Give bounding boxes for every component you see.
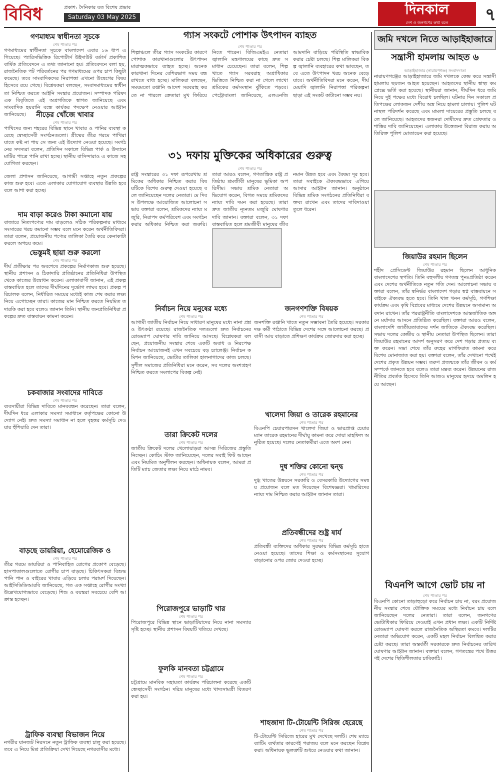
article-body: নারায়ণগঞ্জের আড়াইহাজারে জমি দখলকে কেন্দ্র করে সন্ত্রাসী হামলায় ছয়জন আহত হয়েছেন। আহতদের স্থানীয় স্বাস্থ্য কমপ্লেক্সে ভর্তি করা হয়েছে। স্থানীয়রা জানান, দীর্ঘদিন ধরে জমি নিয়ে দুই পক্ষের মধ্যে বিরোধ চলছিল। ঘটনার দিন সকালে প্রতিপক্ষের লোকজন দেশীয় অস্ত্র নিয়ে হামলা চালায়। পুলিশ ঘটনাস্থল পরিদর্শন করেছে এবং মামলা দায়েরের প্রস্তুতি চলছে বলে জানিয়েছে। আহতদের স্বজনরা দোষীদের দ্রুত গ্রেফতার ও শাস্তির দাবি জানিয়েছেন। এলাকায় উত্তেজনা বিরাজ করায় অতিরিক্ত পুলিশ মোতায়েন করা হয়েছে। <box>374 74 496 137</box>
article-headline: জিয়াউর রহমান ছিলেন <box>402 253 468 261</box>
article <box>131 664 251 772</box>
article-dateline: শেষ পাতার পর <box>423 262 447 267</box>
article <box>4 174 126 208</box>
article-body: জাতীয় ক্রিকেট দলের খেলোয়াড়রা আসন্ন সিরিজের প্রস্তুতি নিচ্ছেন। কোচিং স্টাফ জানিয়েছেন, দলের সবাই ফিট আছেন এবং নিয়মিত অনুশীলন করছেন। অধিনায়ক বলেন, আমরা প্রতিটি ম্যাচ জেতার লক্ষ্য নিয়ে মাঠে নামব। <box>131 446 251 474</box>
article-body: জনশক্তি রপ্তানি খাতে নতুন সম্ভাবনা তৈরি হয়েছে। সরকার দক্ষ কর্মী পাঠাতে বিভিন্ন দেশের সঙ্গে আলোচনা করছে। প্রবাসী আয় বাড়াতে প্রশিক্ষণ কার্যক্রম জোরদার করা হচ্ছে। <box>254 320 369 341</box>
article-dateline: শেষ পাতার পর <box>179 614 203 619</box>
article <box>4 210 126 246</box>
article-headline: প্রতিবন্ধীদের শুষ্ট্র ষার্য <box>281 529 342 537</box>
article <box>254 528 369 598</box>
article-dateline: শেষ পাতার পর <box>299 420 324 425</box>
article-dateline: শেষ পাতার পর <box>179 314 203 319</box>
article-body: প্রতিবন্ধী ব্যক্তিদের অধিকার সুরক্ষায় বিভিন্ন কর্মসূচি হাতে নেওয়া হয়েছে। তাদের শিক্ষা ও কর্মসংস্থানের সুযোগ বাড়ানোর ওপর জোর দেওয়া হচ্ছে। <box>254 544 369 565</box>
article-headline: তারা ক্রিকেট দলের <box>164 431 218 439</box>
article-headline-secondary: সন্ত্রাসী হামলায় আহত ৬ <box>391 53 479 63</box>
article-headline-block <box>374 52 496 66</box>
article-headline: দাম বাড়া করেও টাকা কমানো যায় <box>17 211 113 219</box>
article <box>4 248 126 348</box>
article <box>4 730 126 774</box>
article-body: চট্টগ্রামে মানবিক সহায়তা কার্যক্রম পরিচালনা করেছে একটি স্বেচ্ছাসেবী সংগঠন। দরিদ্র মানুষের মধ্যে খাদ্যসামগ্রী বিতরণ করা হয়। <box>131 680 251 701</box>
article-headline: খালেদা জিয়া ও তারেক রহমানের <box>265 411 358 419</box>
logo-text: দিনকাল <box>404 2 449 18</box>
article-body: শিল্পাঞ্চলে তীব্র গ্যাস সংকটের কারণে পোশাক কারখানাগুলোর উৎপাদন মারাত্মকভাবে ব্যাহত হচ্ছে। অনেক কারখানা দিনের বেশিরভাগ সময় বন্ধ রাখতে বাধ্য হচ্ছে। মালিকরা বলছেন, সময়মতো রপ্তানি আদেশ সরবরাহ করতে না পারলে ক্রেতারা মুখ ফিরিয়ে নিতে পারেন। বিজিএমইএ নেতারা জ্বালানি মন্ত্রণালয়ের কাছে দ্রুত সমাধান চেয়েছেন। তারা বলেন, শিল্প খাতে গ্যাস সরবরাহ অগ্রাধিকার ভিত্তিতে নিশ্চিত করা না গেলে লাখো শ্রমিকের কর্মসংস্থান ঝুঁকিতে পড়বে। পেট্রোবাংলা জানিয়েছে, এলএনজি আমদানি বাড়িয়ে পরিস্থিতি স্বাভাবিক করার চেষ্টা চলছে। শিল্প মালিকরা বিকল্প জ্বালানি ব্যবহারের কথা ভাবছেন, তবে এতে উৎপাদন খরচ অনেক বেড়ে যাবে। অর্থনীতিবিদরা মনে করেন, দীর্ঘমেয়াদি জ্বালানি নিরাপত্তা পরিকল্পনা ছাড়া এই সংকট কাটানো সম্ভব নয়। <box>131 50 369 99</box>
article-headline: শাহজাদা টি-টোয়েন্টি সিরিজ হেরেছে <box>260 719 363 727</box>
article <box>131 44 369 144</box>
column-divider <box>371 32 372 772</box>
article-body: তীব্র গরমে ডায়রিয়া ও পানিবাহিত রোগের প্রকোপ বেড়েছে। হাসপাতালগুলোতে রোগীর চাপ বাড়ছে। চিকিৎসকরা বিশুদ্ধ পানি পান ও বাইরের খাবার এড়িয়ে চলার পরামর্শ দিয়েছেন। আইসিডিডিআরবি জানিয়েছে, গত এক সপ্তাহে রোগীর সংখ্যা উল্লেখযোগ্যভাবে বেড়েছে। শিশু ও বয়স্করা সবচেয়ে বেশি আক্রান্ত হচ্ছেন। <box>4 562 126 604</box>
article-headline: বাড়ছে ডায়রিয়া, হেমোরেজিক ও <box>19 547 111 555</box>
article-dateline: শেষ পাতার পর <box>423 593 447 598</box>
article-body: গণমাধ্যমের স্বাধীনতা সূচকে বাংলাদেশ এবার ১৬ ধাপ এগিয়েছে। প্যারিসভিত্তিক রিপোর্টার্স উইদাউট বর্ডার্স প্রকাশিত বার্ষিক প্রতিবেদনে এ তথ্য জানানো হয়। প্রতিবেদনে বলা হয়, রাজনৈতিক পট পরিবর্তনের পর গণমাধ্যমের ওপর চাপ কিছুটা কমেছে। তবে সাংবাদিকদের নিরাপত্তা এখনো উদ্বেগের বিষয় হিসেবে রয়ে গেছে। বিশ্লেষকরা বলছেন, সংবাদমাধ্যমের স্বাধীনতা নিশ্চিত করতে আইনি সংস্কার প্রয়োজন। সম্পাদক পরিষদ এক বিবৃতিতে এই অগ্রগতিকে স্বাগত জানিয়েছে এবং সাংবাদিক হয়রানি বন্ধে কার্যকর পদক্ষেপ নেওয়ার আহ্বান জানিয়েছে। <box>4 48 126 118</box>
article-body: রাষ্ট্র সংস্কারের ৩১ দফা রূপরেখায় শ্রমিকের অধিকার নিশ্চিত করার বিষয়টিকে বিশেষ গুরুত্ব দেওয়া হয়েছে বলে জানিয়েছেন দলের নেতারা। মে দিবস উপলক্ষে আয়োজিত আলোচনা সভায় বক্তারা বলেন, শ্রমিকদের ন্যায্য মজুরি, নিরাপদ কর্মপরিবেশ এবং সংগঠন করার অধিকার নিশ্চিত করা জরুরি। তারা আরও বলেন, গণতান্ত্রিক রাষ্ট্র প্রতিষ্ঠায় শ্রমজীবী মানুষের ভূমিকা অপরিসীম। সভায় শ্রমিক নেতারা অভিযোগ করেন, বিগত সময়ে শ্রমিকদের ন্যায্য দাবি দমন করা হয়েছে। তারা দ্রুত জাতীয় ন্যূনতম মজুরি ঘোষণার দাবি জানান। বক্তারা বলেন, ৩১ দফা বাস্তবায়িত হলে শ্রমজীবী মানুষের জীবনমান উন্নত হবে এবং বৈষম্য দূর হবে। তারা সবাইকে ঐক্যবদ্ধভাবে এগিয়ে আসার আহ্বান জানান। অনুষ্ঠানে বিভিন্ন শ্রমিক সংগঠনের প্রতিনিধিরা বক্তব্য রাখেন এবং তাদের দাবিদাওয়া তুলে ধরেন। <box>131 172 369 228</box>
article-headline: পিরোজপুরে ভাড়াটি খার <box>156 605 226 613</box>
article <box>254 410 369 460</box>
article-dateline: শেষ পাতার পর <box>299 728 324 733</box>
article-body: দীর্ঘ প্রতীক্ষার পর অবশেষে প্রকল্পের নির্মাণকাজ শুরু হয়েছে। স্থানীয় প্রশাসন ও ঠিকাদারি প্রতিষ্ঠানের প্রতিনিধিরা উপস্থিত থেকে কাজের উদ্বোধন করেন। এলাকাবাসী জানান, এই প্রকল্প বাস্তবায়িত হলে তাদের দীর্ঘদিনের দুর্ভোগ লাঘব হবে। প্রকল্প পরিচালক বলেন, নির্ধারিত সময়ের মধ্যেই কাজ শেষ করার লক্ষ্য নিয়ে এগোচ্ছেন তারা। কাজের মান নিশ্চিত করতে নিয়মিত তদারকি করা হবে বলেও জানান তিনি। স্থানীয় জনপ্রতিনিধিরা প্রকল্পের দ্রুত বাস্তবায়ন কামনা করেন। <box>4 264 126 320</box>
article-dateline: শেষ পাতার পর <box>299 472 324 477</box>
news-photo <box>212 228 282 288</box>
article-headline: গণমাধ্যম স্বাধীনতা সূচকে <box>30 33 100 41</box>
article-headline: নির্বাচন নিয়ে মনুষের মধ্যে <box>155 305 227 313</box>
article-headline-block <box>131 30 369 42</box>
article-headline: ট্রাফিক ব্যবস্থা বিভাজন নিয়ে <box>25 731 105 739</box>
article-body: জেলা প্রশাসন জানিয়েছে, আগামী সপ্তাহে নতুন প্রকল্পের কাজ শুরু হবে। এতে এলাকার যোগাযোগ ব্যবস্থার উন্নতি হবে বলে আশা করা হচ্ছে। <box>4 174 126 195</box>
article <box>4 110 126 172</box>
article <box>374 580 496 772</box>
article <box>254 462 369 508</box>
lead-headline-box <box>374 30 496 50</box>
article-headline: গ্যাস সংকটে পোশাক উৎপাদন ব্যাহত <box>183 31 317 41</box>
article-body: শহীদ প্রেসিডেন্ট জিয়াউর রহমান ছিলেন আধুনিক বাংলাদেশের স্থপতি। তিনি বহুদলীয় গণতন্ত্র পুনঃপ্রতিষ্ঠা করেন এবং দেশের অর্থনীতিকে নতুন গতি দেন। আলোচনা সভায় বক্তারা বলেন, তাঁর স্বনির্ভর বাংলাদেশ গড়ার স্বপ্ন বাস্তবায়নে সবাইকে ঐক্যবদ্ধ হতে হবে। তিনি খাল খনন কর্মসূচি, গণশিক্ষা কার্যক্রম এবং কৃষি বিপ্লবের মাধ্যমে দেশের উন্নয়নে অসামান্য অবদান রাখেন। তাঁর পররাষ্ট্রনীতি বাংলাদেশকে আন্তর্জাতিক অঙ্গনে মর্যাদার আসনে প্রতিষ্ঠিত করেছিল। বক্তারা আরও বলেন, বাংলাদেশি জাতীয়তাবাদের দর্শন জাতিকে ঐক্যবদ্ধ করেছিল। সভায় দলের কেন্দ্রীয় ও স্থানীয় নেতারা উপস্থিত ছিলেন। তারা জিয়াউর রহমানের আদর্শ অনুসরণ করে দেশ গড়ার প্রত্যয় ব্যক্ত করেন। সভা শেষে তাঁর রুহের মাগফিরাত কামনা করে বিশেষ মোনাজাত করা হয়। বক্তারা বলেন, তাঁর দেখানো পথেই দেশের প্রকৃত উন্নয়ন সম্ভব। তরুণ প্রজন্মকে তাঁর জীবন ও কর্ম সম্পর্কে জানতে হবে বলেও তারা মন্তব্য করেন। উন্নয়নের রাজনীতির প্রবর্তক হিসেবে তিনি আজও মানুষের হৃদয়ে অমলিন হয়ে আছেন। <box>374 268 496 388</box>
article <box>254 718 369 772</box>
article <box>4 388 126 444</box>
article-headline: নীড়ের খোঁজে খাবার <box>36 111 94 119</box>
article-dateline: শেষ পাতার পর <box>53 556 77 561</box>
article-headline-block <box>131 148 369 162</box>
article <box>374 252 496 572</box>
article-headline: ৩১ দফায় মুক্তিকের অধিকারের গুরুত্ব <box>168 149 332 162</box>
article-dateline: শেষ পাতার পর <box>179 674 203 679</box>
column-divider <box>128 32 129 772</box>
page-number: ৭ <box>484 5 496 25</box>
article <box>4 546 126 724</box>
article-dateline: শেষ পাতার পর <box>53 42 77 47</box>
article-dateline: শেষ পাতার পর <box>238 44 262 49</box>
article-body: পাখিদের জন্য শহরের বিভিন্ন স্থানে খাবার ও পানির ব্যবস্থা করেছে স্বেচ্ছাসেবী সংগঠনগুলো। গ্রীষ্মের তীব্র গরমে পাখিরা যাতে কষ্ট না পায় সে জন্য এই উদ্যোগ নেওয়া হয়েছে। সংগঠনের সদস্যরা বলেন, প্রতিদিন সকালে বিভিন্ন পার্ক ও উদ্যানে মাটির পাত্রে পানি রাখা হচ্ছে। স্থানীয় বাসিন্দারাও এ কাজে সহযোগিতা করছেন। <box>4 126 126 168</box>
article-body: বিএনপি কোনো তাড়াহুড়ো করে নির্বাচন চায় না, বরং প্রয়োজনীয় সংস্কার শেষে যৌক্তিক সময়ের মধ্যে নির্বাচন চায় বলে জানিয়েছেন দলের নেতারা। তারা বলেন, জনগণের ভোটাধিকার ফিরিয়ে দেওয়াই এখন প্রধান লক্ষ্য। একটি নির্দিষ্ট রোডম্যাপ ঘোষণা করলে রাজনৈতিক অস্থিরতা কমবে। দলটির নেতারা অভিযোগ করেন, একটি মহল নির্বাচন বিলম্বিত করার চেষ্টা করছে। তারা অন্তর্বর্তী সরকারকে দ্রুত নির্বাচনের তারিখ ঘোষণার আহ্বান জানান। বক্তারা বলেন, গণতন্ত্রের পথে উত্তরণই দেশের স্থিতিশীলতার চাবিকাঠি। <box>374 599 496 662</box>
article-headline: দুধ শক্তির কোনো দ্বন্দ্ব <box>280 463 343 471</box>
article-dateline: শেষ পাতার পর <box>53 120 77 125</box>
article <box>131 604 251 656</box>
article-body: নগরীর যানজট নিরসনে নতুন ট্রাফিক ব্যবস্থা চালু করা হয়েছে। তবে এ নিয়ে মিশ্র প্রতিক্রিয়া দেখা দিয়েছে নগরবাসীর মধ্যে। <box>4 740 126 754</box>
article-dateline: শেষ পাতার পর <box>299 538 324 543</box>
article-body: বিএনপি চেয়ারপারসন খালেদা জিয়া ও ভারপ্রাপ্ত চেয়ারম্যান তারেক রহমানের দীর্ঘায়ু কামনা করে দোয়া মাহফিল অনুষ্ঠিত হয়েছে। দলের নেতাকর্মীরা এতে অংশ নেন। <box>254 426 369 447</box>
article-headline: চকবাজার সংবাদের দাবিতে <box>27 389 103 397</box>
article-body: দুগ্ধ খাতের উন্নয়নে সরকারি ও বেসরকারি উদ্যোগের সমন্বয় প্রয়োজন বলে মত দিয়েছেন বিশেষজ্ঞরা। খামারিদের ন্যায্য দাম নিশ্চিত করার আহ্বান জানান তারা। <box>254 478 369 499</box>
page-header <box>4 2 496 28</box>
article <box>374 68 496 188</box>
article-headline: ফুলকি মানবতা চট্টগ্রামে <box>158 665 224 673</box>
section-title: বিবিধ <box>4 5 43 25</box>
article-headline: জনগণশক্তি বিষয়ক <box>284 305 339 313</box>
logo-subtitle: দেশ ও জনগণের কথা বলে <box>405 20 449 25</box>
article-body: ব্যবসায়ীরা বিভিন্ন দাবিতে মানববন্ধন করেছেন। তারা বলেন, দীর্ঘদিন ধরে এলাকার সমস্যা সমাধানে কর্তৃপক্ষের কোনো উদ্যোগ নেই। দ্রুত সমস্যা সমাধান না হলে বৃহত্তর কর্মসূচি দেওয়ার হুঁশিয়ারি দেন তারা। <box>4 404 126 432</box>
article-dateline: শেষ পাতার পর <box>179 440 203 445</box>
article <box>254 304 369 404</box>
article-dateline: শেষ পাতার পর <box>299 314 324 319</box>
article-headline: জমি দখলে নিতে আড়াইহাজারে <box>377 35 493 45</box>
article-body: আগামী জাতীয় নির্বাচন নিয়ে সাধারণ মানুষের মধ্যে নানা প্রশ্ন ও উৎকণ্ঠা রয়েছে। রাজনৈতিক দলগুলো দ্রুত নির্বাচনের রোডম্যাপ ঘোষণার দাবি জানিয়ে আসছে। বিশ্লেষকরা বলছেন, প্রয়োজনীয় সংস্কার শেষে একটি অবাধ ও নিরপেক্ষ নির্বাচন আয়োজনই এখন সবচেয়ে বড় চ্যালেঞ্জ। নির্বাচন কমিশন জানিয়েছে, ভোটার তালিকা হালনাগাদের কাজ চলছে। সুশীল সমাজের প্রতিনিধিরা মনে করেন, সব দলের অংশগ্রহণ নিশ্চিত করতে সংলাপের বিকল্প নেই। <box>131 320 251 376</box>
article-body: পিরোজপুরে বিভিন্ন স্থানে ভাড়াটিয়াদের নিয়ে নানা সমস্যার সৃষ্টি হচ্ছে। স্থানীয় প্রশাসন বিষয়টি খতিয়ে দেখছে। <box>131 620 251 634</box>
article-dateline: শেষ পাতার পর <box>238 166 262 171</box>
article-headline: বিএনপি আগে ভোট চায় না <box>385 581 485 591</box>
article-body: টি-টোয়েন্টি সিরিজে হারের মুখ দেখেছে দলটি। শেষ ম্যাচে ব্যাটিং ব্যর্থতার কারণেই পরাজয় বলে মনে করছেন বিশ্লেষকরা। অধিনায়ক ভুলত্রুটি শুধরে নেওয়ার কথা জানান। <box>254 734 369 755</box>
newspaper-logo <box>378 2 476 26</box>
article-dateline: আড়াইহাজার (নারায়ণগঞ্জ) সংবাদদাতা <box>404 68 466 73</box>
article-headline: ভেস্তুমই ছায়া শুরু করলো <box>29 249 101 257</box>
header-tagline: প্রকাশ: দৈনিকার যত বিশেষ প্রভাব <box>64 5 131 11</box>
news-photo <box>374 190 496 248</box>
article-dateline: শেষ পাতার পর <box>53 398 77 403</box>
article <box>131 430 251 530</box>
article-body: বাজারে নিত্যপণ্যের দাম বাড়লেও সঠিক পরিকল্পনার মাধ্যমে সংসারের খরচ কমানো সম্ভব বলে মনে করেন অর্থনীতিবিদরা। তারা বলেন, প্রয়োজনীয় পণ্যের তালিকা তৈরি করে কেনাকাটা করলে অপচয় কমে। <box>4 220 126 248</box>
issue-date: Saturday 03 May 2025 <box>64 13 140 22</box>
article-dateline: শেষ পাতার পর <box>53 258 77 263</box>
article <box>131 304 251 424</box>
